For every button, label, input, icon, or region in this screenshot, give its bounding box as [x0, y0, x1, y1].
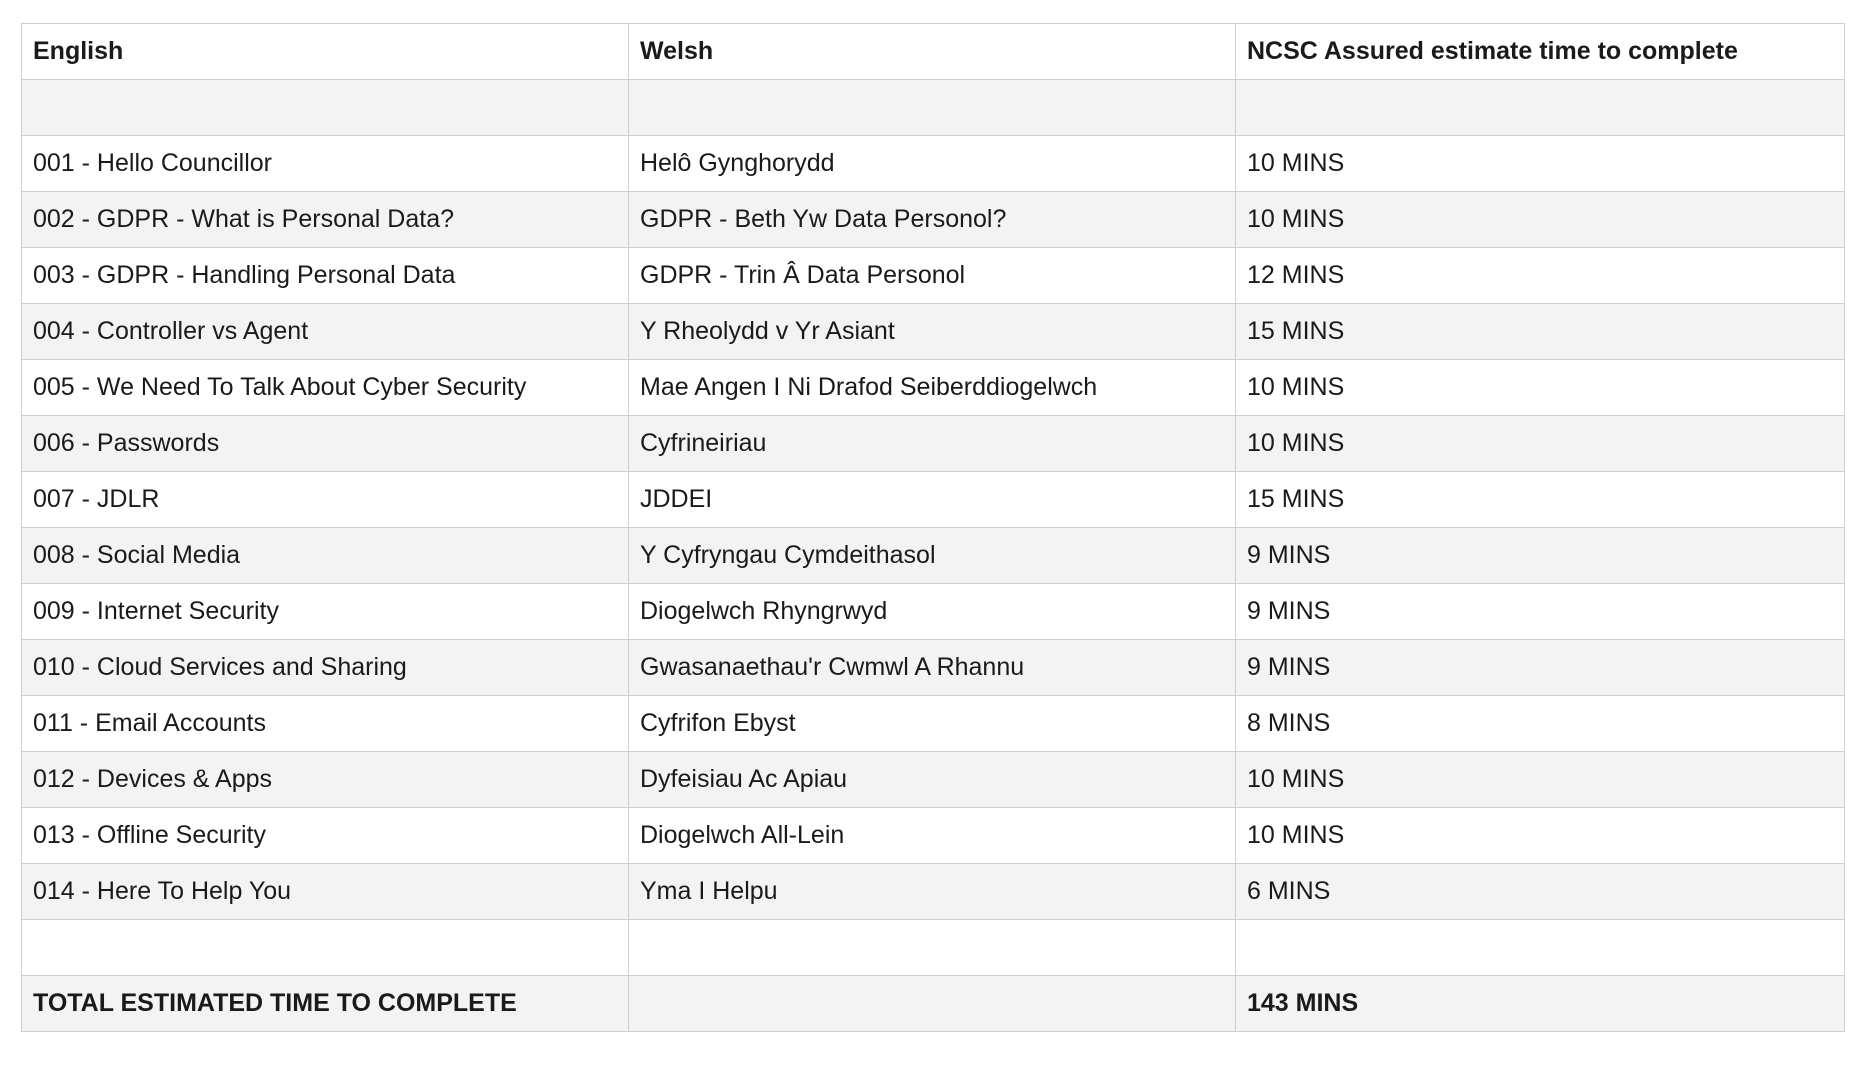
- table-row: [22, 416, 1845, 472]
- welsh-cell: Dyfeisiau Ac Apiau: [629, 752, 1236, 808]
- total-label: TOTAL ESTIMATED TIME TO COMPLETE: [22, 976, 629, 1032]
- total-row: [22, 976, 1845, 1032]
- english-cell: 012 - Devices & Apps: [22, 752, 629, 808]
- header-row: [22, 24, 1845, 80]
- table-row: [22, 136, 1845, 192]
- english-cell: 007 - JDLR: [22, 472, 629, 528]
- time-cell: 10 MINS: [1236, 808, 1845, 864]
- english-cell: 003 - GDPR - Handling Personal Data: [22, 248, 629, 304]
- welsh-cell: Yma I Helpu: [629, 864, 1236, 920]
- time-cell: 10 MINS: [1236, 360, 1845, 416]
- welsh-cell: [629, 80, 1236, 136]
- table-row: [22, 696, 1845, 752]
- welsh-cell: Y Rheolydd v Yr Asiant: [629, 304, 1236, 360]
- time-cell: 10 MINS: [1236, 136, 1845, 192]
- table-row: [22, 80, 1845, 136]
- table-row: [22, 752, 1845, 808]
- time-cell: 9 MINS: [1236, 528, 1845, 584]
- time-cell: 8 MINS: [1236, 696, 1845, 752]
- time-cell: [1236, 920, 1845, 976]
- total-welsh-cell: [629, 976, 1236, 1032]
- table-row: [22, 864, 1845, 920]
- welsh-cell: [629, 920, 1236, 976]
- time-cell: 10 MINS: [1236, 192, 1845, 248]
- table-row: [22, 192, 1845, 248]
- table-row: [22, 472, 1845, 528]
- welsh-cell: Y Cyfryngau Cymdeithasol: [629, 528, 1236, 584]
- time-cell: 9 MINS: [1236, 584, 1845, 640]
- time-cell: 15 MINS: [1236, 472, 1845, 528]
- welsh-cell: Diogelwch Rhyngrwyd: [629, 584, 1236, 640]
- table-row: [22, 248, 1845, 304]
- total-time-value: 143 MINS: [1236, 976, 1845, 1032]
- english-cell: 009 - Internet Security: [22, 584, 629, 640]
- english-cell: 001 - Hello Councillor: [22, 136, 629, 192]
- english-cell: 010 - Cloud Services and Sharing: [22, 640, 629, 696]
- time-cell: 15 MINS: [1236, 304, 1845, 360]
- welsh-cell: Helô Gynghorydd: [629, 136, 1236, 192]
- time-cell: 9 MINS: [1236, 640, 1845, 696]
- english-cell: 013 - Offline Security: [22, 808, 629, 864]
- table-row: [22, 584, 1845, 640]
- header-welsh: Welsh: [629, 24, 1236, 80]
- english-cell: [22, 80, 629, 136]
- welsh-cell: GDPR - Trin Â Data Personol: [629, 248, 1236, 304]
- time-cell: [1236, 80, 1845, 136]
- table-row: [22, 808, 1845, 864]
- english-cell: [22, 920, 629, 976]
- table-row: [22, 360, 1845, 416]
- course-time-table: [21, 23, 1845, 1032]
- time-cell: 12 MINS: [1236, 248, 1845, 304]
- welsh-cell: Gwasanaethau'r Cwmwl A Rhannu: [629, 640, 1236, 696]
- welsh-cell: GDPR - Beth Yw Data Personol?: [629, 192, 1236, 248]
- english-cell: 004 - Controller vs Agent: [22, 304, 629, 360]
- table-row: [22, 528, 1845, 584]
- header-time: NCSC Assured estimate time to complete: [1236, 24, 1845, 80]
- english-cell: 002 - GDPR - What is Personal Data?: [22, 192, 629, 248]
- welsh-cell: Diogelwch All-Lein: [629, 808, 1236, 864]
- english-cell: 006 - Passwords: [22, 416, 629, 472]
- welsh-cell: Cyfrineiriau: [629, 416, 1236, 472]
- table-row: [22, 920, 1845, 976]
- header-english: English: [22, 24, 629, 80]
- english-cell: 014 - Here To Help You: [22, 864, 629, 920]
- table-body: [22, 80, 1845, 1032]
- english-cell: 008 - Social Media: [22, 528, 629, 584]
- time-cell: 10 MINS: [1236, 416, 1845, 472]
- time-cell: 10 MINS: [1236, 752, 1845, 808]
- course-time-table-container: [21, 23, 1844, 1032]
- english-cell: 011 - Email Accounts: [22, 696, 629, 752]
- english-cell: 005 - We Need To Talk About Cyber Security: [22, 360, 629, 416]
- time-cell: 6 MINS: [1236, 864, 1845, 920]
- welsh-cell: Cyfrifon Ebyst: [629, 696, 1236, 752]
- welsh-cell: Mae Angen I Ni Drafod Seiberddiogelwch: [629, 360, 1236, 416]
- table-row: [22, 304, 1845, 360]
- table-row: [22, 640, 1845, 696]
- welsh-cell: JDDEI: [629, 472, 1236, 528]
